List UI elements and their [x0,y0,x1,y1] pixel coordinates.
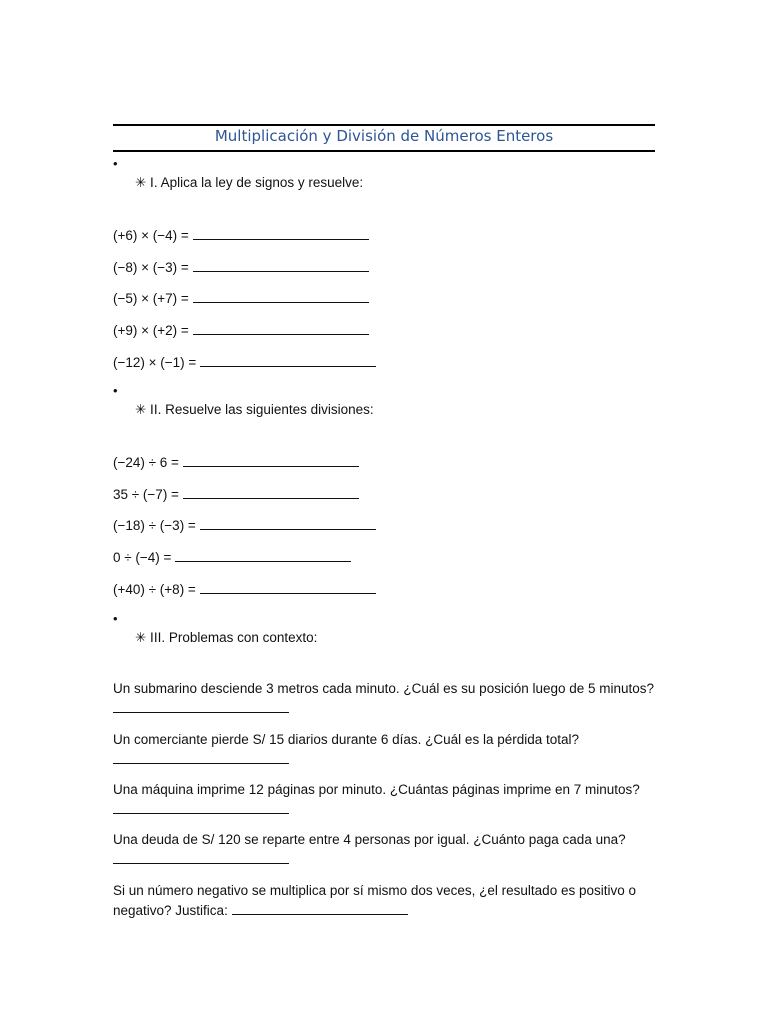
section-1-bullet [113,156,118,172]
exercise-1-5 [113,352,658,372]
answer-blank[interactable] [200,352,376,367]
problem-3-5 [113,881,658,920]
exercise-text: (−12) × (−1) = [113,355,197,370]
exercise-2-3 [113,515,658,535]
exercise-2-4 [113,547,658,567]
answer-blank[interactable] [193,288,369,303]
exercise-1-2 [113,257,658,277]
answer-blank[interactable] [183,484,359,499]
answer-blank[interactable] [113,849,289,864]
problem-text: Una deuda de S/ 120 se reparte entre 4 personas por igual. ¿Cuánto paga cada una? [113,832,626,847]
section-2-bullet [113,383,118,399]
exercise-text: (−5) × (+7) = [113,291,189,306]
exercise-text: 35 ÷ (−7) = [113,487,179,502]
answer-blank[interactable] [175,547,351,562]
answer-blank[interactable] [113,749,289,764]
title-bottom-rule [113,150,655,152]
problem-3-1 [113,679,658,718]
problem-3-3 [113,780,658,819]
section-2-heading: ✳ II. Resuelve las siguientes divisiones: [135,402,374,417]
section-1-heading: ✳ I. Aplica la ley de signos y resuelve: [135,175,364,190]
answer-blank[interactable] [193,257,369,272]
problem-text: Un comerciante pierde S/ 15 diarios durante 6 días. ¿Cuál es la pérdida total? [113,732,580,747]
exercise-2-5 [113,579,658,599]
answer-blank[interactable] [232,900,408,915]
exercise-text: (−24) ÷ 6 = [113,455,179,470]
exercise-text: (+40) ÷ (+8) = [113,582,196,597]
worksheet-title: Multiplicación y División de Números Enteros [214,127,554,145]
answer-blank[interactable] [200,515,376,530]
problem-text: Una máquina imprime 12 páginas por minuto. ¿Cuántas páginas imprime en 7 minutos? [113,782,640,797]
answer-blank[interactable] [193,225,369,240]
answer-blank[interactable] [113,698,289,713]
section-3-bullet [113,611,118,627]
exercise-1-4 [113,320,658,340]
problem-text: Si un número negativo se multiplica por sí mismo dos veces, ¿el resultado es positivo o negativo? Justifica: [113,883,636,918]
exercise-text: (−18) ÷ (−3) = [113,518,196,533]
section-3-heading: ✳ III. Problemas con contexto: [135,630,318,645]
exercise-text: (−8) × (−3) = [113,260,189,275]
problem-3-2 [113,730,658,769]
answer-blank[interactable] [183,452,359,467]
answer-blank[interactable] [193,320,369,335]
exercise-1-3 [113,288,658,308]
answer-blank[interactable] [200,579,376,594]
title-top-rule [113,124,655,126]
exercise-2-2 [113,484,658,504]
exercise-2-1 [113,452,658,472]
problem-3-4 [113,830,658,869]
answer-blank[interactable] [113,799,289,814]
exercise-text: (+9) × (+2) = [113,323,189,338]
exercise-text: 0 ÷ (−4) = [113,550,172,565]
problem-text: Un submarino desciende 3 metros cada minuto. ¿Cuál es su posición luego de 5 minutos? [113,681,655,696]
exercise-1-1 [113,225,658,245]
exercise-text: (+6) × (−4) = [113,228,189,243]
